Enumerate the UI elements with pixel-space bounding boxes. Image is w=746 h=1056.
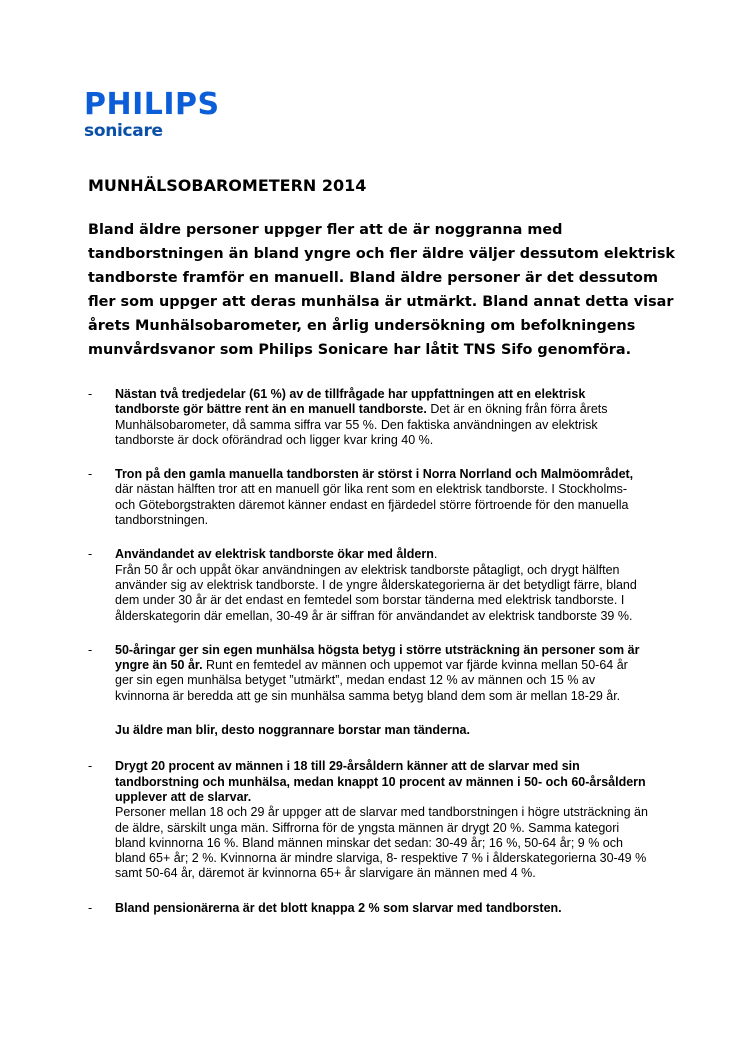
item-lead: Nästan två tredjedelar (61 %) av de tillfrågade har uppfattningen att en elektrisk tandborste gör bättre rent än en manuell tandborste.: [115, 387, 586, 417]
bullet-dash: -: [88, 387, 93, 401]
findings-list: [88, 387, 648, 935]
item-extra: Från 50 år och uppåt ökar användningen av elektrisk tandborste påtagligt, och drygt hälften använder sig av elektrisk tandborste. I de yngre ålderskategorierna är det betydligt färre, bland dem under 30 år är det endast en femtedel som borstar tänderna med elektrisk tandborste. I ålderskategorin där emellan, 30-49 år är siffran för användandet av elektrisk tandborste 39 %.: [115, 562, 637, 623]
list-item: [88, 901, 648, 916]
item-lead: Användandet av elektrisk tandborste ökar med åldern: [115, 547, 434, 562]
bullet-dash: -: [88, 900, 93, 915]
item-text: där nästan hälften tror att en manuell gör lika rent som en elektrisk tandborste. I Stockholms- och Göteborgstrakten däremot känner endast en fjärdedel större förtroende för den manuella tandborstningen.: [115, 482, 629, 528]
item-lead: Drygt 20 procent av männen i 18 till 29-årsåldern känner att de slarvar med sin tandborstning och munhälsa, medan knappt 10 procent av männen i 50- och 60-årsåldern upplever att de slarvar.: [115, 759, 646, 804]
bullet-dash: -: [88, 547, 93, 562]
list-item: [88, 759, 648, 881]
list-item: [88, 467, 648, 528]
list-item: [88, 387, 648, 448]
item-lead: Bland pensionärerna är det blott knappa 2 % som slarvar med tandborsten.: [115, 900, 562, 915]
item-extra: Personer mellan 18 och 29 år uppger att de slarvar med tandborstningen i högre utsträckning än de äldre, särskilt unga män. Siffrorna för de yngsta männen är drygt 20 %. Samma kategori bland kvinnorna 16 %. Bland männen minskar det sedan: 30-49 år; 16 %, 50-64 år; 9 % och bland 65+ år; 2 %. Kvinnorna är mindre slarviga, 8- respektive 7 % i ålderskategorierna 30-49 % samt 50-64 år, däremot är kvinnorna 65+ år slarvigare än männen med 4 %.: [115, 805, 648, 881]
item-text: Runt en femtedel av männen och uppemot var fjärde kvinna mellan 50-64 år ger sin egen munhälsa betyget ”utmärkt”, medan endast 12 % av männen och 15 % av kvinnorna är beredda att ge sin munhälsa samma betyg bland dem som är mellan 18-29 år.: [115, 658, 628, 703]
item-text: .: [433, 547, 438, 562]
list-item: [88, 547, 648, 623]
philips-wordmark: PHILIPS: [84, 86, 220, 123]
lead-paragraph: Bland äldre personer uppger fler att de är noggranna med tandborstningen än bland yngre och fler äldre väljer dessutom elektrisk tandborste framför en manuell. Bland äldre personer är det dessutom fler som uppger att deras munhälsa är utmärkt. Bland annat detta visar årets Munhälsobarometer, en årlig undersökning om befolkningens munvårdsvanor som Philips Sonicare har låtit TNS Sifo genomföra.: [88, 222, 675, 358]
list-item: [88, 643, 648, 704]
item-text: Det är en ökning från förra årets Munhälsobarometer, då samma siffra var 55 %. Den faktiska användningen av elektrisk tandborste är dock oförändrad och ligger kvar kring 40 %.: [115, 402, 608, 447]
item-lead: Tron på den gamla manuella tandborsten är störst i Norra Norrland och Malmöområdet,: [115, 467, 634, 482]
item-lead: 50-åringar ger sin egen munhälsa högsta betyg i större utsträckning än personer som är yngre än 50 år.: [115, 642, 640, 673]
bullet-dash: -: [88, 467, 93, 482]
bullet-dash: -: [88, 642, 93, 657]
sonicare-wordmark: sonicare: [84, 121, 163, 141]
philips-sonicare-logo: [84, 86, 220, 141]
bullet-dash: -: [88, 759, 93, 774]
document-title: MUNHÄLSOBAROMETERN 2014: [88, 176, 367, 195]
subheading: Ju äldre man blir, desto noggrannare borstar man tänderna.: [115, 723, 470, 738]
